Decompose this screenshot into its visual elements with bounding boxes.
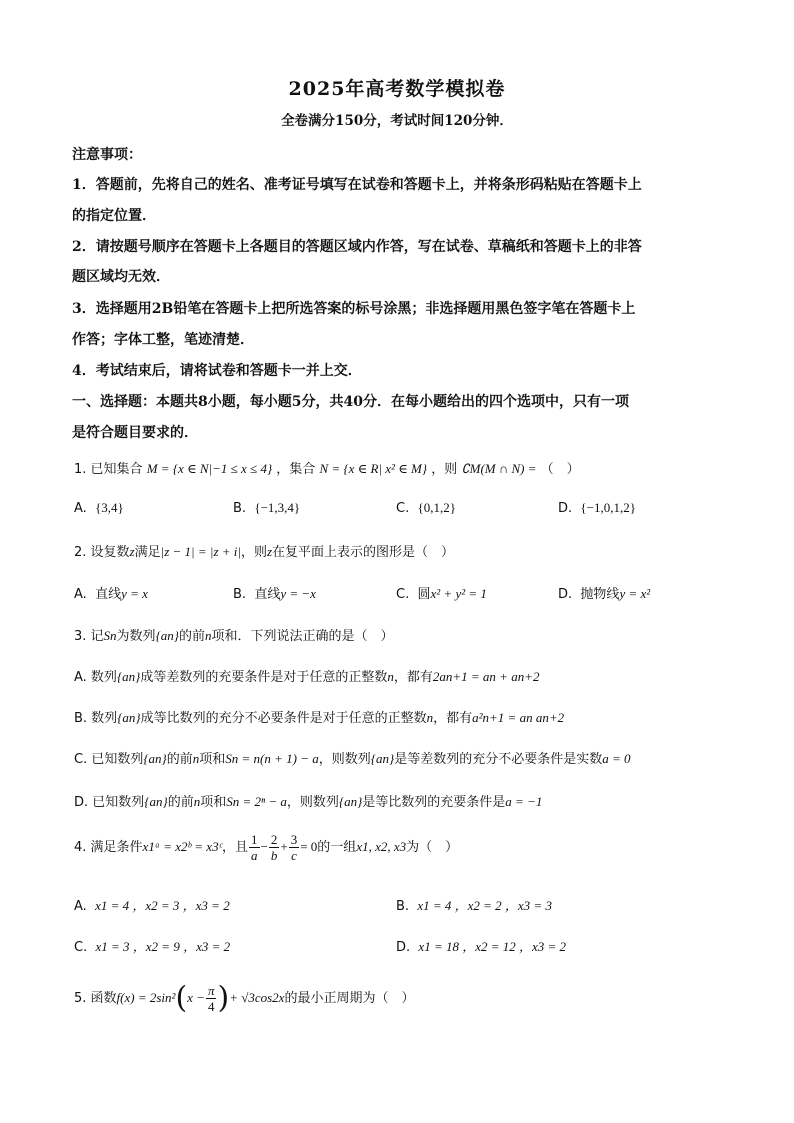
q1-text-2: ，集合: [276, 462, 316, 477]
q3-sn: Sn: [103, 628, 117, 643]
q1-option-b-value: {−1,3,4}: [254, 500, 301, 515]
q1-option-c: [396, 500, 456, 516]
q4-option-b-value: x1 = 4 ，x2 = 2 ，x3 = 3: [417, 898, 552, 913]
q2-option-a: [74, 583, 148, 602]
q5-text-2: 的最小正周期为（ ）: [284, 991, 415, 1006]
notice-item-4: 4．考试结束后，请将试卷和答题卡一并上交．: [72, 363, 362, 379]
q1-option-d: [558, 500, 636, 516]
q3-a-math: 2an+1 = an + an+2: [432, 669, 540, 684]
q3-a-text-2: 成等差数列的充要条件是对于任意的正整数: [140, 670, 388, 685]
q2-option-a-label: A.: [74, 587, 87, 602]
q2-text-2: 满足: [134, 545, 161, 560]
q4-option-b-label: B.: [396, 899, 410, 914]
q5-fraction: [206, 983, 217, 1014]
notice-item-3-line-2: 作答；字体工整，笔迹清楚．: [72, 332, 254, 348]
q1-set-n: N = {x ∈ R| x² ∈ M}: [319, 461, 428, 476]
q3-text-4: 项和．下列说法正确的是（ ）: [211, 629, 394, 644]
q3-text-2: 为数列: [116, 629, 156, 644]
q3-c-an: {an}: [143, 751, 167, 766]
q2-option-c-text: 圆: [417, 587, 431, 602]
q3-option-b: [74, 707, 564, 726]
q2-option-c-math: x² + y² = 1: [430, 586, 487, 601]
q3-an: {an}: [155, 628, 179, 643]
q3-c-text-2: 的前: [166, 752, 193, 767]
q4-fraction-1: [249, 832, 260, 863]
q3-a-text-1: A. 数列: [74, 670, 117, 685]
q5-four: 4: [207, 999, 215, 1014]
q2-option-b-text: 直线: [254, 587, 281, 602]
q4-text-1: 4. 满足条件: [74, 840, 143, 855]
q3-b-an: {an}: [117, 710, 141, 725]
q5-function: f(x) = 2sin²: [116, 990, 176, 1005]
question-4-stem: 4. 满足条件x1ᵃ = x2ᵇ = x3ᶜ，且 $\frac{1}{a}$ − $\frac{2}{b}$ + $\frac{3}{c}$ = 0的一组x1, x2, x3为（ ）: [74, 832, 459, 863]
q3-a-n: n: [387, 669, 394, 684]
notice-item-1-line-2: 的指定位置．: [72, 208, 156, 224]
q3-d-math-2: a = −1: [505, 794, 543, 809]
q3-d-an-2: {an}: [338, 794, 363, 809]
q4-option-a-value: x1 = 4 ，x2 = 3 ，x3 = 2: [95, 898, 230, 913]
q3-b-text-2: 成等比数列的充分不必要条件是对于任意的正整数: [140, 711, 427, 726]
q1-option-a-label: A.: [74, 501, 87, 516]
q3-b-math: a²n+1 = an an+2: [472, 710, 565, 725]
q3-c-math-2: a = 0: [602, 751, 631, 766]
q2-option-d-math: y = x²: [619, 586, 651, 601]
q2-option-a-text: 直线: [95, 587, 122, 602]
q4-option-a: [74, 895, 230, 914]
q3-d-text-2: 的前: [167, 795, 194, 810]
q1-option-b-label: B.: [233, 501, 247, 516]
q1-option-c-value: {0,1,2}: [417, 500, 456, 515]
q3-d-n: n: [193, 794, 201, 809]
q3-a-an: {an}: [116, 669, 141, 684]
q5-tail: + √3cos2x: [229, 990, 285, 1005]
q1-option-d-label: D.: [558, 501, 573, 516]
q2-option-d-text: 抛物线: [580, 587, 620, 602]
q2-option-c: [396, 583, 487, 602]
q1-option-a-value: {3,4}: [95, 500, 124, 515]
section1-line-1: 一、选择题：本题共8小题，每小题5分，共40分．在每小题给出的四个选项中，只有一项: [72, 394, 629, 410]
q3-text-3: 的前: [178, 629, 205, 644]
q4-option-c-value: x1 = 3 ，x2 = 9 ，x3 = 2: [95, 939, 231, 954]
q3-c-text-3: 项和: [199, 752, 226, 767]
q1-option-c-label: C.: [396, 501, 410, 516]
q4-text-4: 为（ ）: [406, 840, 459, 855]
q1-option-d-value: {−1,0,1,2}: [580, 500, 636, 515]
q5-pi: π: [207, 983, 215, 998]
q3-b-text-1: B. 数列: [74, 711, 118, 726]
exam-subtitle: 全卷满分150分，考试时间120分钟．: [281, 113, 513, 129]
q3-d-text-3: 项和: [200, 795, 227, 810]
q4-frac1-num: 1: [251, 832, 258, 847]
q3-option-c: [74, 748, 630, 767]
q2-option-d-label: D.: [558, 587, 573, 602]
q1-expression: ∁M(M ∩ N) =: [461, 461, 537, 476]
q3-n: n: [204, 628, 212, 643]
q3-c-math: Sn = n(n + 1) − a: [225, 751, 319, 766]
q3-option-d: [74, 791, 542, 810]
q4-text-2: ，且: [222, 840, 249, 855]
q2-option-c-label: C.: [396, 587, 410, 602]
question-5-stem: 5. 函数f(x) = 2sin²(x − $\frac{\pi}{4}$ )+ √3cos2x的最小正周期为（ ）: [74, 980, 415, 1016]
notice-item-2-line-1: 2．请按题号顺序在答题卡上各题目的答题区域内作答，写在试卷、草稿纸和答题卡上的非答: [72, 239, 642, 255]
q3-d-text-5: 是等比数列的充要条件是: [362, 795, 506, 810]
q3-a-text-3: ，都有: [393, 670, 433, 685]
q1-answer-blank: （ ）: [540, 462, 580, 477]
section1-line-2: 是符合题目要求的．: [72, 425, 198, 441]
q3-b-text-3: ，都有: [433, 711, 473, 726]
q2-z-2: z: [266, 544, 273, 559]
q3-d-text-1: D. 已知数列: [74, 795, 145, 810]
q4-option-d-label: D.: [396, 940, 411, 955]
q4-option-c-label: C.: [74, 940, 88, 955]
q2-option-b-label: B.: [233, 587, 247, 602]
q4-option-d: [396, 936, 566, 955]
notice-item-3-line-1: 3．选择题用2B铅笔在答题卡上把所选答案的标号涂黑；非选择题用黑色签字笔在答题卡上: [72, 301, 636, 317]
q4-fraction-3: [289, 832, 300, 863]
q1-text-1: 1. 已知集合: [74, 462, 143, 477]
q3-c-text-4: ，则数列: [318, 752, 371, 767]
q4-eq-tail: = 0: [300, 839, 318, 854]
q4-option-b: [396, 895, 552, 914]
q4-fraction-2: [269, 832, 280, 863]
q3-c-text-5: 是等差数列的充分不必要条件是实数: [394, 752, 603, 767]
q1-option-b: [233, 500, 300, 516]
q3-c-n: n: [192, 751, 200, 766]
q4-option-c: [74, 936, 230, 955]
q2-text-3: ，则: [240, 545, 267, 560]
question-3-stem: [74, 625, 394, 644]
q3-d-an: {an}: [144, 794, 168, 809]
q4-frac1-den: a: [251, 848, 258, 863]
q2-z: z: [129, 544, 135, 559]
exam-title: 2025年高考数学模拟卷: [288, 78, 506, 100]
q4-option-d-value: x1 = 18 ，x2 = 12 ，x3 = 2: [418, 939, 567, 954]
q4-frac3-den: c: [291, 848, 297, 863]
notice-item-2-line-2: 题区域均无效．: [72, 269, 170, 285]
q4-condition: x1ᵃ = x2ᵇ = x3ᶜ: [142, 839, 222, 854]
q3-option-a: [74, 666, 539, 685]
question-1-stem: [74, 458, 580, 477]
q4-frac3-num: 3: [290, 832, 298, 847]
q2-text-4: 在复平面上表示的图形是（ ）: [272, 545, 455, 560]
q4-option-a-label: A.: [74, 899, 87, 914]
notice-heading: 注意事项：: [72, 147, 142, 163]
q2-condition: |z − 1| = |z + i|: [160, 544, 241, 559]
question-2-stem: [74, 541, 454, 560]
q3-text-1: 3. 记: [74, 629, 104, 644]
q4-frac2-num: 2: [270, 832, 278, 847]
q3-b-n: n: [426, 710, 434, 725]
q5-text-1: 5. 函数: [74, 991, 117, 1006]
q4-vars: x1, x2, x3: [356, 839, 407, 854]
q3-d-math: Sn = 2ⁿ − a: [226, 794, 287, 809]
q2-option-b-math: y = −x: [280, 586, 316, 601]
q1-text-3: ，则: [431, 462, 458, 477]
q4-frac2-den: b: [270, 848, 278, 863]
q1-option-a: [74, 500, 124, 516]
q3-c-an-2: {an}: [370, 751, 395, 766]
q2-option-d: [558, 583, 650, 602]
q4-text-3: 的一组: [317, 840, 357, 855]
q3-d-text-4: ，则数列: [286, 795, 339, 810]
q2-text-1: 2. 设复数: [74, 545, 130, 560]
notice-item-1-line-1: 1．答题前，先将自己的姓名、准考证号填写在试卷和答题卡上，并将条形码粘贴在答题卡上: [72, 177, 642, 193]
q2-option-b: [233, 583, 316, 602]
q5-x-minus: x −: [187, 990, 205, 1005]
q1-set-m: M = {x ∈ N|−1 ≤ x ≤ 4}: [146, 461, 273, 476]
q2-option-a-math: y = x: [121, 586, 148, 601]
q3-c-text-1: C. 已知数列: [74, 752, 144, 767]
